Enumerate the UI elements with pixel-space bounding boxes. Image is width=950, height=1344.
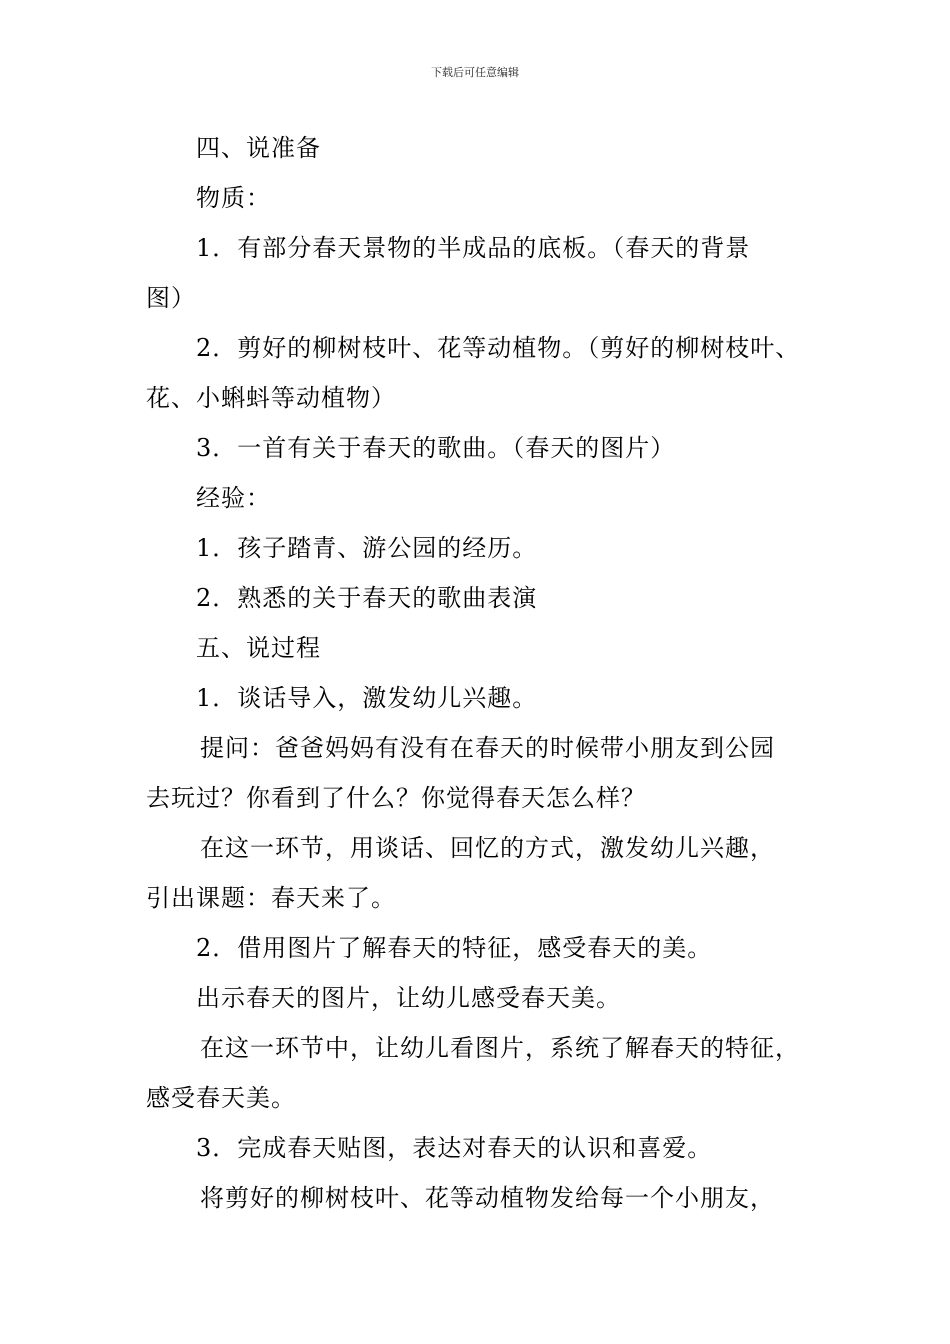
- paragraph-line: 在这一环节，用谈话、回忆的方式，激发幼儿兴趣，: [200, 834, 775, 862]
- paragraph-line: 1．谈话导入，激发幼儿兴趣。: [196, 684, 538, 712]
- paragraph-line: 在这一环节中，让幼儿看图片，系统了解春天的特征，: [200, 1034, 800, 1062]
- paragraph-line: 感受春天美。: [146, 1084, 296, 1112]
- paragraph-line: 将剪好的柳树枝叶、花等动植物发给每一个小朋友，: [200, 1184, 775, 1212]
- paragraph-line: 2．借用图片了解春天的特征，感受春天的美。: [196, 934, 713, 962]
- paragraph-line: 3．完成春天贴图，表达对春天的认识和喜爱。: [196, 1134, 713, 1162]
- paragraph-line: 2．熟悉的关于春天的歌曲表演: [196, 584, 538, 612]
- paragraph-line: 引出课题：春天来了。: [146, 884, 396, 912]
- paragraph-line: 去玩过？你看到了什么？你觉得春天怎么样？: [146, 784, 646, 812]
- paragraph-line: 经验：: [196, 484, 271, 512]
- paragraph-line: 花、小蝌蚪等动植物）: [146, 384, 396, 412]
- page-header: 下载后可任意编辑: [431, 66, 519, 79]
- paragraph-line: 2．剪好的柳树枝叶、花等动植物。（剪好的柳树枝叶、: [196, 334, 801, 362]
- paragraph-line: 提问：爸爸妈妈有没有在春天的时候带小朋友到公园: [200, 734, 775, 762]
- section-heading: 五、说过程: [196, 634, 321, 662]
- paragraph-line: 3．一首有关于春天的歌曲。（春天的图片）: [196, 434, 676, 462]
- paragraph-line: 1．有部分春天景物的半成品的底板。（春天的背景: [196, 234, 751, 262]
- paragraph-line: 出示春天的图片，让幼儿感受春天美。: [196, 984, 621, 1012]
- paragraph-line: 1．孩子踏青、游公园的经历。: [196, 534, 538, 562]
- section-heading: 四、说准备: [196, 134, 321, 162]
- paragraph-line: 物质：: [196, 184, 271, 212]
- paragraph-line: 图）: [146, 284, 196, 312]
